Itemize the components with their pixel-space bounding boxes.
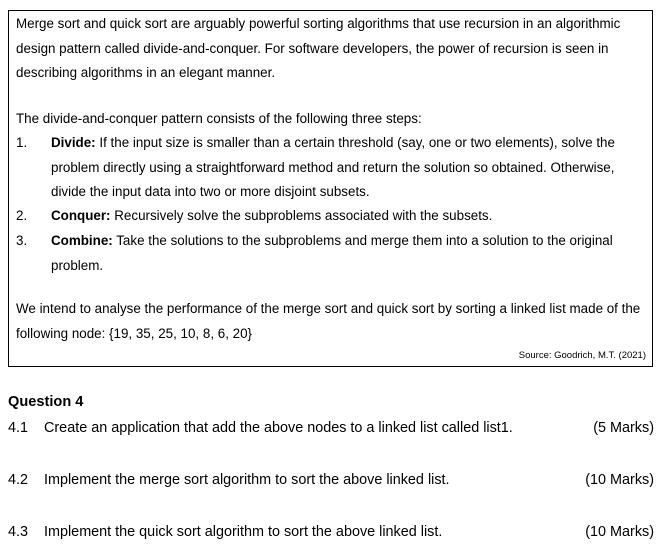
intro-paragraph: Merge sort and quick sort are arguably powerful sorting algorithms that use recursion in an algorithmic design pattern called divide-and-conquer. For software developers, the power of recursion is seen in describing algorithms in an elegant manner. [16, 16, 621, 80]
question-item-4-3 [8, 522, 654, 542]
step-body [51, 229, 641, 278]
question-marks: (10 Marks) [585, 524, 654, 540]
question-marks: (5 Marks) [593, 420, 654, 436]
step-term: Divide: [51, 135, 96, 150]
case-study-box [8, 10, 653, 367]
step-number: 1. [16, 135, 28, 150]
closing-paragraph: We intend to analyse the performance of the merge sort and quick sort by sorting a linked list made of the following node: {19, 35, 25, 10, 8, 6, 20} [16, 301, 641, 341]
step-term: Combine: [51, 233, 113, 248]
question-item-4-1 [8, 418, 654, 438]
question-heading: Question 4 [8, 394, 84, 410]
step-text: If the input size is smaller than a certain threshold (say, one or two elements), solve the problem directly using a straightforward method and return the solution so obtained. Otherwise, divide the input data into two or more disjoint subsets. [51, 135, 615, 199]
question-text: Create an application that add the above nodes to a linked list called list1. [44, 420, 513, 436]
question-text: Implement the merge sort algorithm to sort the above linked list. [44, 472, 450, 488]
step-text: Take the solutions to the subproblems and merge them into a solution to the original problem. [51, 233, 613, 273]
question-item-4-2 [8, 470, 654, 490]
question-number: 4.3 [8, 524, 29, 540]
step-number: 3. [16, 233, 28, 248]
step-text: Recursively solve the subproblems associated with the subsets. [114, 208, 493, 223]
step-number: 2. [16, 208, 28, 223]
step-body [51, 204, 641, 229]
step-body [51, 131, 641, 205]
steps-intro: The divide-and-conquer pattern consists of the following three steps: [16, 111, 422, 126]
source-citation: Source: Goodrich, M.T. (2021) [518, 350, 646, 361]
step-term: Conquer: [51, 208, 111, 223]
question-text: Implement the quick sort algorithm to sort the above linked list. [44, 524, 443, 540]
question-number: 4.2 [8, 472, 29, 488]
question-number: 4.1 [8, 420, 29, 436]
question-marks: (10 Marks) [585, 472, 654, 488]
